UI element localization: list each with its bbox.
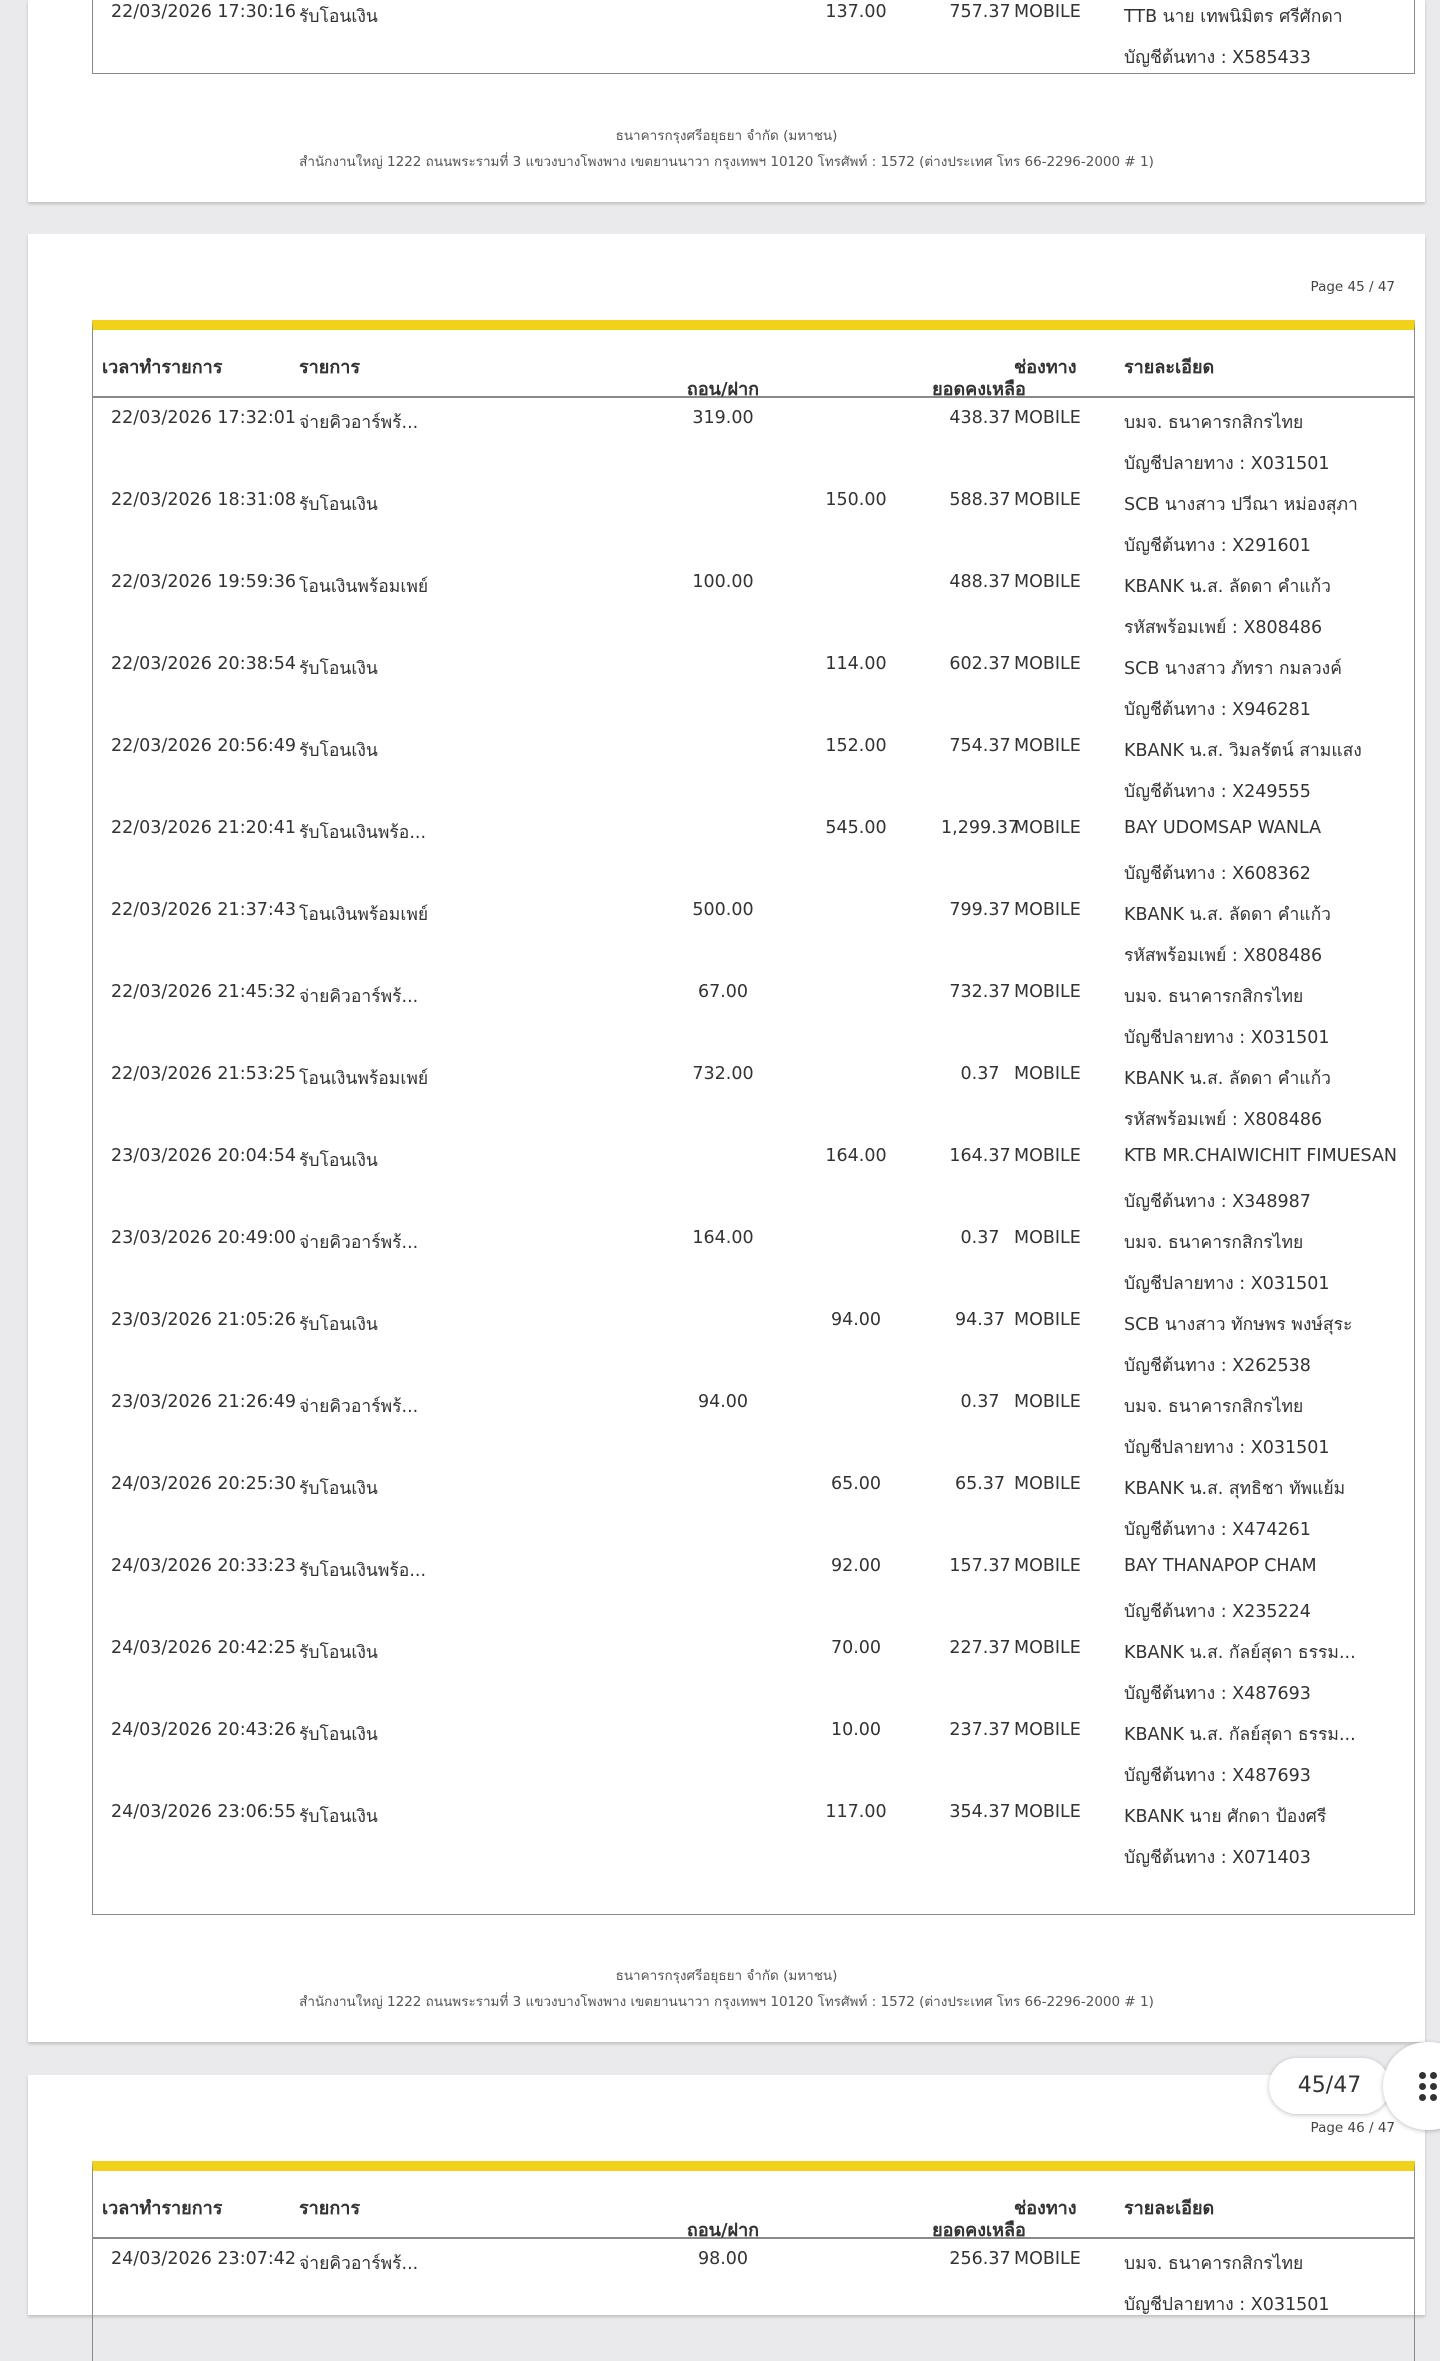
transaction-table: [92, 320, 1415, 1915]
table-row: [93, 1136, 1414, 1218]
table-row: [93, 398, 1414, 480]
row-detail-2: บัญชีต้นทาง : X487693: [1124, 1684, 1311, 1704]
row-detail-1: บมจ. ธนาคารกสิกรไทย: [1124, 1233, 1304, 1253]
row-detail-2: บัญชีต้นทาง : X291601: [1124, 536, 1311, 556]
row-desc: รับโอนเงินพร้อ...: [299, 1561, 427, 1581]
row-time: 23/03/2026 20:04:54: [111, 1146, 297, 1166]
row-desc: รับโอนเงิน: [299, 1807, 378, 1827]
row-time: 22/03/2026 20:56:49: [111, 736, 297, 756]
row-detail-1: KBANK น.ส. ลัดดา คำแก้ว: [1124, 905, 1331, 925]
bank-name: ธนาคารกรุงศรีอยุธยา จำกัด (มหาชน): [615, 128, 838, 144]
row-detail-2: บัญชีปลายทาง : X031501: [1124, 1028, 1330, 1048]
row-detail-1: บมจ. ธนาคารกสิกรไทย: [1124, 987, 1304, 1007]
row-withdraw: 164.00: [692, 1228, 754, 1248]
table-body: [93, 2239, 1414, 2321]
row-balance: 227.37: [949, 1638, 1011, 1658]
page-number: Page 46 / 47: [1310, 2120, 1395, 2136]
row-detail-1: KTB MR.CHAIWICHIT FIMUESAN: [1124, 1146, 1398, 1166]
col-channel-header: ช่องทาง: [1014, 2198, 1077, 2219]
row-time: 22/03/2026 21:45:32: [111, 982, 297, 1002]
row-time: 24/03/2026 20:33:23: [111, 1556, 297, 1576]
row-detail-2: บัญชีต้นทาง : X071403: [1124, 1848, 1311, 1868]
col-time-header: เวลาทำรายการ: [102, 2198, 223, 2219]
row-channel: MOBILE: [1014, 490, 1081, 510]
row-time: 23/03/2026 21:05:26: [111, 1310, 297, 1330]
row-channel: MOBILE: [1014, 818, 1081, 838]
row-channel: MOBILE: [1014, 982, 1081, 1002]
row-time: 24/03/2026 20:25:30: [111, 1474, 297, 1494]
row-detail-1: KBANK น.ส. กัลย์สุดา ธรรม...: [1124, 1643, 1356, 1663]
col-amount-header: ถอน/ฝาก: [686, 2220, 760, 2241]
row-withdraw: 67.00: [697, 982, 749, 1002]
row-deposit: 65.00: [830, 1474, 882, 1494]
row-detail-1: BAY THANAPOP CHAM: [1124, 1556, 1317, 1576]
row-balance: 237.37: [949, 1720, 1011, 1740]
row-desc: รับโอนเงิน: [299, 1725, 378, 1745]
row-desc: โอนเงินพร้อมเพย์: [299, 905, 429, 925]
row-time: 22/03/2026 19:59:36: [111, 572, 297, 592]
col-time-header: เวลาทำรายการ: [102, 357, 223, 378]
row-balance: 65.37: [954, 1474, 1006, 1494]
row-desc: โอนเงินพร้อมเพย์: [299, 577, 429, 597]
row-balance: 438.37: [949, 408, 1011, 428]
row-time: 22/03/2026 17:30:16: [111, 2, 297, 22]
table-row: [93, 2239, 1414, 2321]
col-balance-header: ยอดคงเหลือ: [932, 379, 1026, 400]
row-desc: รับโอนเงิน: [299, 1643, 378, 1663]
row-time: 22/03/2026 20:38:54: [111, 654, 297, 674]
col-desc-header: รายการ: [299, 2198, 360, 2219]
row-detail-1: KBANK น.ส. ลัดดา คำแก้ว: [1124, 1069, 1331, 1089]
row-channel: MOBILE: [1014, 1638, 1081, 1658]
row-detail-2: บัญชีต้นทาง : X946281: [1124, 700, 1311, 720]
row-detail-1: KBANK น.ส. สุทธิชา ทัพแย้ม: [1124, 1479, 1346, 1499]
row-detail-2: บัญชีปลายทาง : X031501: [1124, 1438, 1330, 1458]
row-balance: 157.37: [949, 1556, 1011, 1576]
row-time: 23/03/2026 21:26:49: [111, 1392, 297, 1412]
row-withdraw: 98.00: [697, 2249, 749, 2269]
row-balance: 754.37: [949, 736, 1011, 756]
row-detail-1: BAY UDOMSAP WANLA: [1124, 818, 1322, 838]
row-channel: MOBILE: [1014, 736, 1081, 756]
statement-page-44: [28, 0, 1425, 202]
table-row: [93, 644, 1414, 726]
row-time: 24/03/2026 23:06:55: [111, 1802, 297, 1822]
row-channel: MOBILE: [1014, 654, 1081, 674]
row-detail-2: บัญชีต้นทาง : X474261: [1124, 1520, 1311, 1540]
row-time: 22/03/2026 21:37:43: [111, 900, 297, 920]
col-detail-header: รายละเอียด: [1124, 357, 1215, 378]
table-row: [93, 1792, 1414, 1874]
row-detail-2: รหัสพร้อมเพย์ : X808486: [1124, 618, 1323, 638]
table-row: [93, 726, 1414, 808]
row-channel: MOBILE: [1014, 1720, 1081, 1740]
row-deposit: 114.00: [825, 654, 887, 674]
col-balance-header: ยอดคงเหลือ: [932, 2220, 1026, 2241]
row-detail-1: KBANK น.ส. วิมลรัตน์ สามแสง: [1124, 741, 1362, 761]
row-time: 24/03/2026 23:07:42: [111, 2249, 297, 2269]
table-row: [93, 480, 1414, 562]
row-channel: MOBILE: [1014, 1802, 1081, 1822]
row-desc: รับโอนเงิน: [299, 741, 378, 761]
row-deposit: 150.00: [825, 490, 887, 510]
col-channel-header: ช่องทาง: [1014, 357, 1077, 378]
col-desc-header: รายการ: [299, 357, 360, 378]
row-balance: 799.37: [949, 900, 1011, 920]
row-balance: 757.37: [949, 2, 1011, 22]
row-desc: จ่ายคิวอาร์พร้...: [299, 1397, 419, 1417]
row-channel: MOBILE: [1014, 1228, 1081, 1248]
table-row: [93, 1218, 1414, 1300]
table-row: [93, 1628, 1414, 1710]
row-balance: 354.37: [949, 1802, 1011, 1822]
row-deposit: 137.00: [825, 2, 887, 22]
row-channel: MOBILE: [1014, 572, 1081, 592]
row-time: 24/03/2026 20:43:26: [111, 1720, 297, 1740]
row-withdraw: 500.00: [692, 900, 754, 920]
row-detail-2: บัญชีปลายทาง : X031501: [1124, 2295, 1330, 2315]
row-deposit: 92.00: [830, 1556, 882, 1576]
bank-address: สำนักงานใหญ่ 1222 ถนนพระรามที่ 3 แขวงบางโพงพาง เขตยานนาวา กรุงเทพฯ 10120 โทรศัพท์ : 1572 (ต่างประเทศ โทร 66-2296-2000 # 1): [299, 154, 1154, 170]
row-balance: 732.37: [949, 982, 1011, 1002]
table-row: [93, 808, 1414, 890]
statement-page-46: [28, 2075, 1425, 2315]
row-desc: รับโอนเงิน: [299, 659, 378, 679]
row-detail-1: บมจ. ธนาคารกสิกรไทย: [1124, 2254, 1304, 2274]
row-balance: 602.37: [949, 654, 1011, 674]
table-row: [93, 1382, 1414, 1464]
row-deposit: 94.00: [830, 1310, 882, 1330]
row-balance: 0.37: [960, 1392, 1000, 1412]
row-channel: MOBILE: [1014, 1392, 1081, 1412]
row-detail-1: KBANK น.ส. กัลย์สุดา ธรรม...: [1124, 1725, 1356, 1745]
row-balance: 164.37: [949, 1146, 1011, 1166]
table-row: [93, 1054, 1414, 1136]
row-balance: 0.37: [960, 1228, 1000, 1248]
row-channel: MOBILE: [1014, 2249, 1081, 2269]
table-header: [93, 2171, 1414, 2239]
row-detail-2: บัญชีต้นทาง : X608362: [1124, 864, 1311, 884]
table-row: [93, 890, 1414, 972]
row-desc: จ่ายคิวอาร์พร้...: [299, 1233, 419, 1253]
table-row: [93, 1710, 1414, 1792]
row-detail-2: บัญชีปลายทาง : X031501: [1124, 1274, 1330, 1294]
row-channel: MOBILE: [1014, 2, 1081, 22]
table-row: [93, 0, 1414, 74]
row-withdraw: 100.00: [692, 572, 754, 592]
table-row: [93, 1300, 1414, 1382]
row-channel: MOBILE: [1014, 1064, 1081, 1084]
row-desc: โอนเงินพร้อมเพย์: [299, 1069, 429, 1089]
row-detail-1: SCB นางสาว ภัทรา กมลวงค์: [1124, 659, 1342, 679]
row-time: 22/03/2026 17:32:01: [111, 408, 297, 428]
row-detail-1: SCB นางสาว ทักษพร พงษ์สุระ: [1124, 1315, 1353, 1335]
row-time: 22/03/2026 18:31:08: [111, 490, 297, 510]
row-detail-1: บมจ. ธนาคารกสิกรไทย: [1124, 413, 1304, 433]
row-withdraw: 94.00: [697, 1392, 749, 1412]
row-detail-1: บมจ. ธนาคารกสิกรไทย: [1124, 1397, 1304, 1417]
row-deposit: 70.00: [830, 1638, 882, 1658]
row-desc: รับโอนเงิน: [299, 1151, 378, 1171]
row-channel: MOBILE: [1014, 1556, 1081, 1576]
row-detail-2: บัญชีต้นทาง : X487693: [1124, 1766, 1311, 1786]
row-time: 23/03/2026 20:49:00: [111, 1228, 297, 1248]
row-detail-2: บัญชีต้นทาง : X235224: [1124, 1602, 1311, 1622]
table-row: [93, 562, 1414, 644]
row-deposit: 164.00: [825, 1146, 887, 1166]
row-detail-2: รหัสพร้อมเพย์ : X808486: [1124, 946, 1323, 966]
table-row: [93, 1546, 1414, 1628]
table-header: [93, 330, 1414, 398]
row-detail-1: KBANK นาย ศักดา ป้องศรี: [1124, 1807, 1327, 1827]
row-withdraw: 732.00: [692, 1064, 754, 1084]
table-row: [93, 1464, 1414, 1546]
transaction-table: [92, 0, 1415, 74]
row-deposit: 117.00: [825, 1802, 887, 1822]
row-desc: รับโอนเงินพร้อ...: [299, 823, 427, 843]
row-channel: MOBILE: [1014, 1310, 1081, 1330]
row-desc: รับโอนเงิน: [299, 1315, 378, 1335]
statement-page-45: [28, 234, 1425, 2042]
row-balance: 0.37: [960, 1064, 1000, 1084]
transaction-table: [92, 2161, 1415, 2361]
page-indicator[interactable]: 45/47: [1269, 2058, 1390, 2114]
row-desc: จ่ายคิวอาร์พร้...: [299, 413, 419, 433]
row-balance: 1,299.37: [941, 818, 1019, 838]
row-detail-1: KBANK น.ส. ลัดดา คำแก้ว: [1124, 577, 1331, 597]
row-deposit: 152.00: [825, 736, 887, 756]
row-withdraw: 319.00: [692, 408, 754, 428]
row-desc: จ่ายคิวอาร์พร้...: [299, 2254, 419, 2274]
table-body: [93, 398, 1414, 1874]
row-channel: MOBILE: [1014, 900, 1081, 920]
row-balance: 588.37: [949, 490, 1011, 510]
row-channel: MOBILE: [1014, 1146, 1081, 1166]
row-detail-2: บัญชีต้นทาง : X348987: [1124, 1192, 1311, 1212]
row-channel: MOBILE: [1014, 1474, 1081, 1494]
table-row: [93, 972, 1414, 1054]
row-detail-2: บัญชีต้นทาง : X262538: [1124, 1356, 1311, 1376]
row-balance: 94.37: [954, 1310, 1006, 1330]
row-detail-2: บัญชีปลายทาง : X031501: [1124, 454, 1330, 474]
col-amount-header: ถอน/ฝาก: [686, 379, 760, 400]
row-desc: รับโอนเงิน: [299, 7, 378, 27]
row-time: 22/03/2026 21:53:25: [111, 1064, 297, 1084]
row-detail-2: รหัสพร้อมเพย์ : X808486: [1124, 1110, 1323, 1130]
row-detail-2: บัญชีต้นทาง : X249555: [1124, 782, 1311, 802]
row-channel: MOBILE: [1014, 408, 1081, 428]
row-desc: จ่ายคิวอาร์พร้...: [299, 987, 419, 1007]
row-desc: รับโอนเงิน: [299, 495, 378, 515]
bank-name: ธนาคารกรุงศรีอยุธยา จำกัด (มหาชน): [615, 1968, 838, 1984]
row-balance: 488.37: [949, 572, 1011, 592]
row-desc: รับโอนเงิน: [299, 1479, 378, 1499]
row-deposit: 10.00: [830, 1720, 882, 1740]
row-detail-1: TTB นาย เทพนิมิตร ศรีศักดา: [1124, 7, 1343, 27]
page-number: Page 45 / 47: [1310, 279, 1395, 295]
row-time: 22/03/2026 21:20:41: [111, 818, 297, 838]
col-detail-header: รายละเอียด: [1124, 2198, 1215, 2219]
row-detail-2: บัญชีต้นทาง : X585433: [1124, 48, 1311, 68]
bank-address: สำนักงานใหญ่ 1222 ถนนพระรามที่ 3 แขวงบางโพงพาง เขตยานนาวา กรุงเทพฯ 10120 โทรศัพท์ : 1572 (ต่างประเทศ โทร 66-2296-2000 # 1): [299, 1994, 1154, 2010]
row-deposit: 545.00: [825, 818, 887, 838]
row-balance: 256.37: [949, 2249, 1011, 2269]
row-detail-1: SCB นางสาว ปวีณา หม่องสุภา: [1124, 495, 1358, 515]
row-time: 24/03/2026 20:42:25: [111, 1638, 297, 1658]
